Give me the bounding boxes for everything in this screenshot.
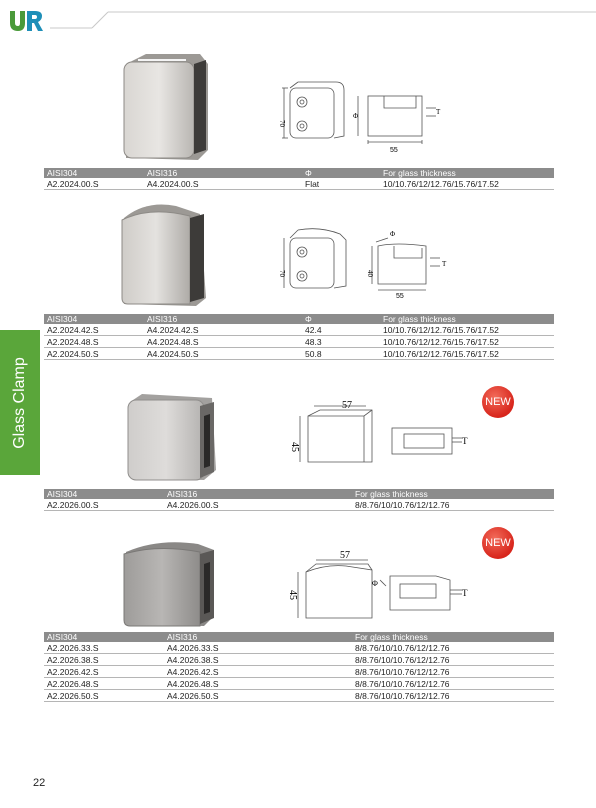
table-row	[44, 348, 554, 360]
table-header	[44, 168, 554, 178]
spec-table-3	[44, 489, 554, 511]
spec-table-2	[44, 314, 554, 360]
cell-aisi304: A2.2024.50.S	[47, 349, 99, 359]
cell-glass-thickness: 10/10.76/12/12.76/15.76/17.52	[383, 179, 499, 189]
cell-glass-thickness: 8/8.76/10/10.76/12/12.76	[355, 500, 450, 510]
section-title: Glass Clamp	[11, 356, 28, 449]
header-aisi316: AISI316	[167, 632, 198, 642]
dim-width-label: 57	[340, 550, 350, 561]
dim-height-label: 70	[278, 120, 286, 127]
cell-phi: 42.4	[305, 325, 322, 335]
header-divider	[0, 0, 596, 30]
cell-glass-thickness: 10/10.76/12/12.76/15.76/17.52	[383, 337, 499, 347]
cell-phi: 50.8	[305, 349, 322, 359]
cell-aisi304: A2.2026.00.S	[47, 500, 99, 510]
header-aisi304: AISI304	[47, 168, 78, 178]
dim-inner-height-label: 40	[366, 270, 374, 277]
dim-width-label: 55	[396, 293, 404, 300]
header-phi: Φ	[305, 168, 312, 178]
cell-glass-thickness: 10/10.76/12/12.76/15.76/17.52	[383, 325, 499, 335]
product-photo-4	[118, 538, 218, 630]
table-header	[44, 314, 554, 324]
cell-aisi304: A2.2026.38.S	[47, 655, 99, 665]
cell-aisi304: A2.2024.48.S	[47, 337, 99, 347]
cell-aisi304: A2.2026.50.S	[47, 691, 99, 701]
cell-aisi304: A2.2026.42.S	[47, 667, 99, 677]
table-row	[44, 654, 554, 666]
page-number: 22	[33, 777, 46, 789]
header-phi: Φ	[305, 314, 312, 324]
cell-aisi316: A4.2024.48.S	[147, 337, 199, 347]
header-aisi304: AISI304	[47, 632, 78, 642]
header-aisi304: AISI304	[47, 489, 78, 499]
cell-phi: 48.3	[305, 337, 322, 347]
table-row	[44, 666, 554, 678]
dim-height-label: 45	[287, 590, 298, 600]
technical-drawing-1	[276, 74, 446, 156]
technical-drawing-4	[286, 546, 472, 626]
spec-table-1	[44, 168, 554, 190]
table-header	[44, 489, 554, 499]
section-side-tab	[0, 330, 40, 475]
table-row	[44, 499, 554, 511]
dim-thickness-label: T	[462, 588, 468, 598]
cell-glass-thickness: 8/8.76/10/10.76/12/12.76	[355, 667, 450, 677]
header-aisi316: AISI316	[167, 489, 198, 499]
product-photo-2	[116, 198, 212, 310]
cell-glass-thickness: 8/8.76/10/10.76/12/12.76	[355, 679, 450, 689]
product-photo-1	[118, 50, 214, 162]
table-row	[44, 336, 554, 348]
cell-glass-thickness: 10/10.76/12/12.76/15.76/17.52	[383, 349, 499, 359]
header-glass-thickness: For glass thickness	[355, 489, 428, 499]
table-row	[44, 690, 554, 702]
technical-drawing-2	[276, 224, 456, 304]
technical-drawing-3	[286, 398, 472, 474]
cell-aisi304: A2.2026.48.S	[47, 679, 99, 689]
ur-logo-icon	[8, 8, 44, 34]
dim-thickness-label: T	[436, 108, 441, 116]
table-header	[44, 632, 554, 642]
header-glass-thickness: For glass thickness	[355, 632, 428, 642]
header-aisi316: AISI316	[147, 314, 178, 324]
dim-height-label: 45	[289, 442, 300, 452]
cell-phi: Flat	[305, 179, 320, 189]
table-row	[44, 642, 554, 654]
header-aisi304: AISI304	[47, 314, 78, 324]
cell-glass-thickness: 8/8.76/10/10.76/12/12.76	[355, 643, 450, 653]
cell-aisi304: A2.2026.33.S	[47, 643, 99, 653]
spec-table-4	[44, 632, 554, 702]
cell-aisi316: A4.2026.42.S	[167, 667, 219, 677]
cell-aisi316: A4.2024.00.S	[147, 179, 199, 189]
dim-phi-label: Φ	[390, 230, 396, 238]
cell-aisi316: A4.2026.33.S	[167, 643, 219, 653]
dim-width-label: 57	[342, 400, 352, 411]
table-row	[44, 678, 554, 690]
brand-logo	[8, 8, 44, 34]
cell-glass-thickness: 8/8.76/10/10.76/12/12.76	[355, 691, 450, 701]
dim-phi-label: Φ	[353, 112, 359, 120]
header-aisi316: AISI316	[147, 168, 178, 178]
table-row	[44, 324, 554, 336]
header-glass-thickness: For glass thickness	[383, 314, 456, 324]
cell-aisi316: A4.2026.00.S	[167, 500, 219, 510]
new-badge: NEW	[482, 527, 514, 559]
cell-glass-thickness: 8/8.76/10/10.76/12/12.76	[355, 655, 450, 665]
table-row	[44, 178, 554, 190]
dim-thickness-label: T	[462, 436, 468, 446]
cell-aisi304: A2.2024.00.S	[47, 179, 99, 189]
cell-aisi304: A2.2024.42.S	[47, 325, 99, 335]
cell-aisi316: A4.2026.48.S	[167, 679, 219, 689]
dim-height-label: 70	[278, 270, 286, 277]
dim-width-label: 55	[390, 147, 398, 154]
cell-aisi316: A4.2024.50.S	[147, 349, 199, 359]
dim-phi-label: Φ	[372, 579, 378, 588]
new-badge: NEW	[482, 386, 514, 418]
cell-aisi316: A4.2024.42.S	[147, 325, 199, 335]
header-glass-thickness: For glass thickness	[383, 168, 456, 178]
product-photo-3	[120, 390, 218, 484]
dim-thickness-label: T	[442, 260, 447, 268]
cell-aisi316: A4.2026.50.S	[167, 691, 219, 701]
cell-aisi316: A4.2026.38.S	[167, 655, 219, 665]
